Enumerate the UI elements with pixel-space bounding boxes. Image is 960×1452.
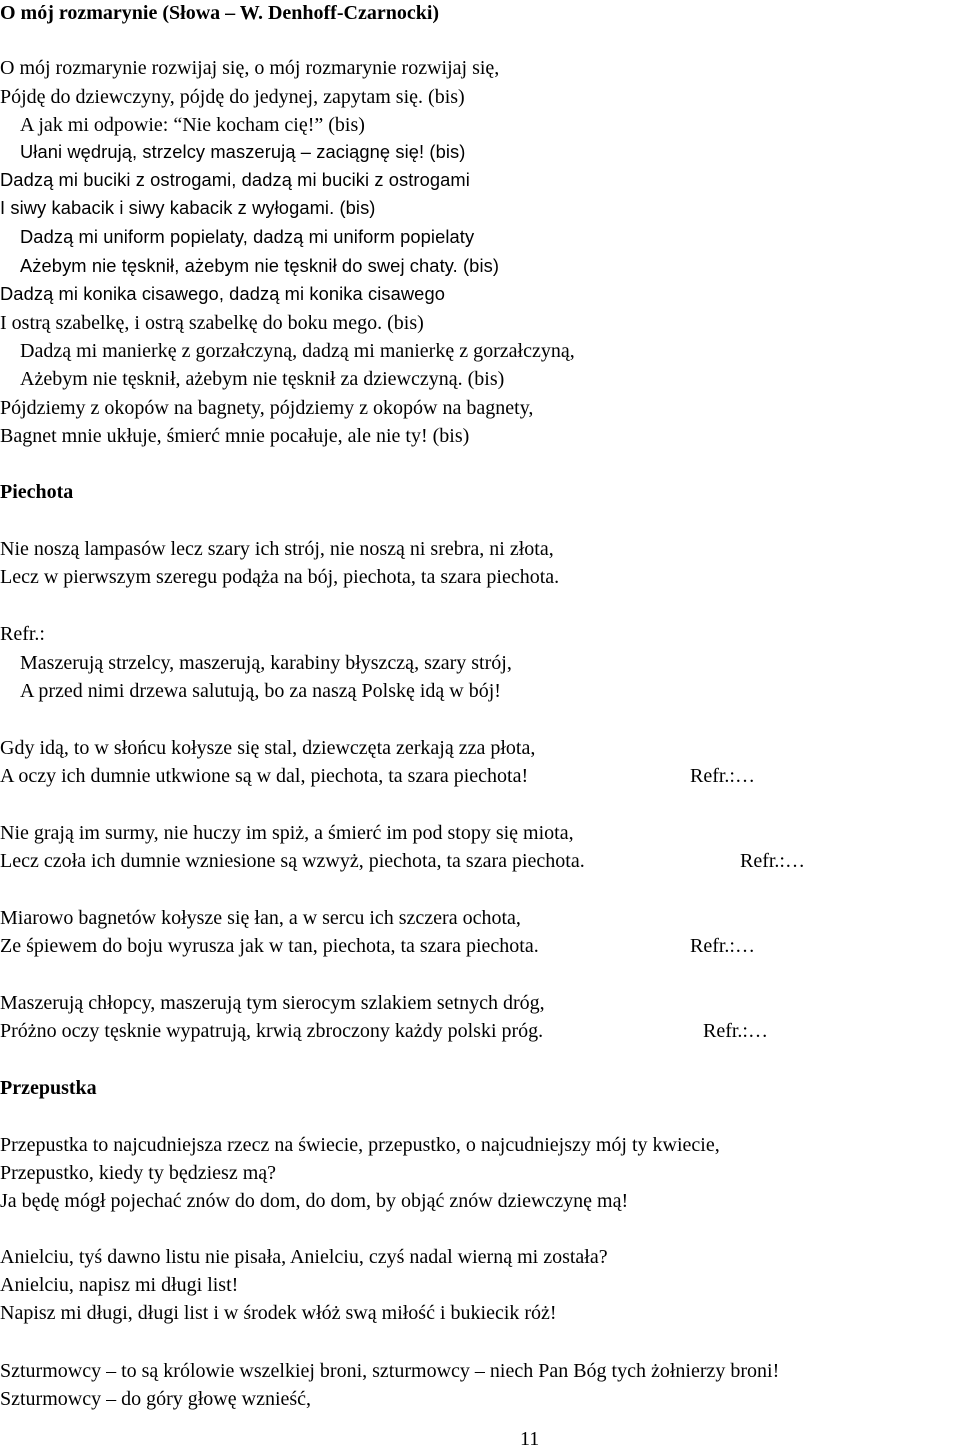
verse-line: I ostrą szabelkę, i ostrą szabelkę do boku mego. (bis) [0,312,424,334]
verse-line: Szturmowcy – to są królowie wszelkiej broni, szturmowcy – niech Pan Bóg tych żołnierzy broni! [0,1360,780,1382]
verse-line: Dadzą mi konika cisawego, dadzą mi konika cisawego [0,283,445,304]
verse-line: Ażebym nie tęsknił, ażebym nie tęsknił do swej chaty. (bis) [20,255,500,276]
verse-line: Pójdziemy z okopów na bagnety, pójdziemy z okopów na bagnety, [0,397,534,419]
verse-line: Napisz mi długi, długi list i w środek włóż swą miłość i bukiecik róż! [0,1302,557,1324]
verse-line: Przepustko, kiedy ty będziesz mą? [0,1162,277,1184]
verse-line: Miarowo bagnetów kołysze się łan, a w sercu ich szczera ochota, [0,907,521,929]
refrain-line: A przed nimi drzewa salutują, bo za naszą Polskę idą w bój! [20,680,501,702]
refrain-reference: Refr.:… [690,765,755,787]
verse-line: Pójdę do dziewczyny, pójdę do jedynej, zapytam się. (bis) [0,86,465,108]
verse-line: Ze śpiewem do boju wyrusza jak w tan, piechota, ta szara piechota. [0,935,539,957]
verse-line: Maszerują chłopcy, maszerują tym sierocym szlakiem setnych dróg, [0,992,545,1014]
verse-line: Gdy idą, to w słońcu kołysze się stal, dziewczęta zerkają zza płota, [0,737,536,759]
verse-line: Nie noszą lampasów lecz szary ich strój, nie noszą ni srebra, ni złota, [0,538,554,560]
verse-line: Dadzą mi manierkę z gorzałczyną, dadzą mi manierkę z gorzałczyną, [20,340,575,362]
verse-line: A oczy ich dumnie utkwione są w dal, piechota, ta szara piechota! [0,765,529,787]
verse-line: Próżno oczy tęsknie wypatrują, krwią zbroczony każdy polski próg. [0,1020,544,1042]
verse-line: Szturmowcy – do góry głowę wznieść, [0,1388,312,1410]
verse-line: A jak mi odpowie: “Nie kocham cię!” (bis) [20,114,365,136]
verse-line: Bagnet mnie ukłuje, śmierć mnie pocałuje, ale nie ty! (bis) [0,425,470,447]
verse-line: Ja będę mógł pojechać znów do dom, do dom, by objąć znów dziewczynę mą! [0,1190,629,1212]
verse-line: Nie grają im surmy, nie huczy im spiż, a śmierć im pod stopy się miota, [0,822,574,844]
verse-line: Ażebym nie tęsknił, ażebym nie tęsknił za dziewczyną. (bis) [20,368,505,390]
verse-line: Dadzą mi uniform popielaty, dadzą mi uniform popielaty [20,226,475,247]
verse-line: Anielciu, napisz mi długi list! [0,1274,239,1296]
verse-line: Anielciu, tyś dawno listu nie pisała, Anielciu, czyś nadal wierną mi została? [0,1246,608,1268]
song-title: Piechota [0,481,74,503]
verse-line: Ułani wędrują, strzelcy maszerują – zaciągnę się! (bis) [20,141,466,162]
verse-line: O mój rozmarynie rozwijaj się, o mój rozmarynie rozwijaj się, [0,57,500,79]
refrain-label: Refr.: [0,623,45,645]
verse-line: Przepustka to najcudniejsza rzecz na świecie, przepustko, o najcudniejszy mój ty kwiecie, [0,1134,720,1156]
refrain-reference: Refr.:… [690,935,755,957]
verse-line: Dadzą mi buciki z ostrogami, dadzą mi buciki z ostrogami [0,169,470,190]
refrain-line: Maszerują strzelcy, maszerują, karabiny błyszczą, szary strój, [20,652,512,674]
verse-line: Lecz czoła ich dumnie wzniesione są wzwyż, piechota, ta szara piechota. [0,850,585,872]
page-number: 11 [520,1428,540,1450]
verse-line: I siwy kabacik i siwy kabacik z wyłogami. (bis) [0,197,376,218]
song-title: Przepustka [0,1077,97,1099]
refrain-reference: Refr.:… [740,850,805,872]
song-title: O mój rozmarynie (Słowa – W. Denhoff-Czarnocki) [0,2,440,24]
verse-line: Lecz w pierwszym szeregu podąża na bój, piechota, ta szara piechota. [0,566,560,588]
refrain-reference: Refr.:… [703,1020,768,1042]
